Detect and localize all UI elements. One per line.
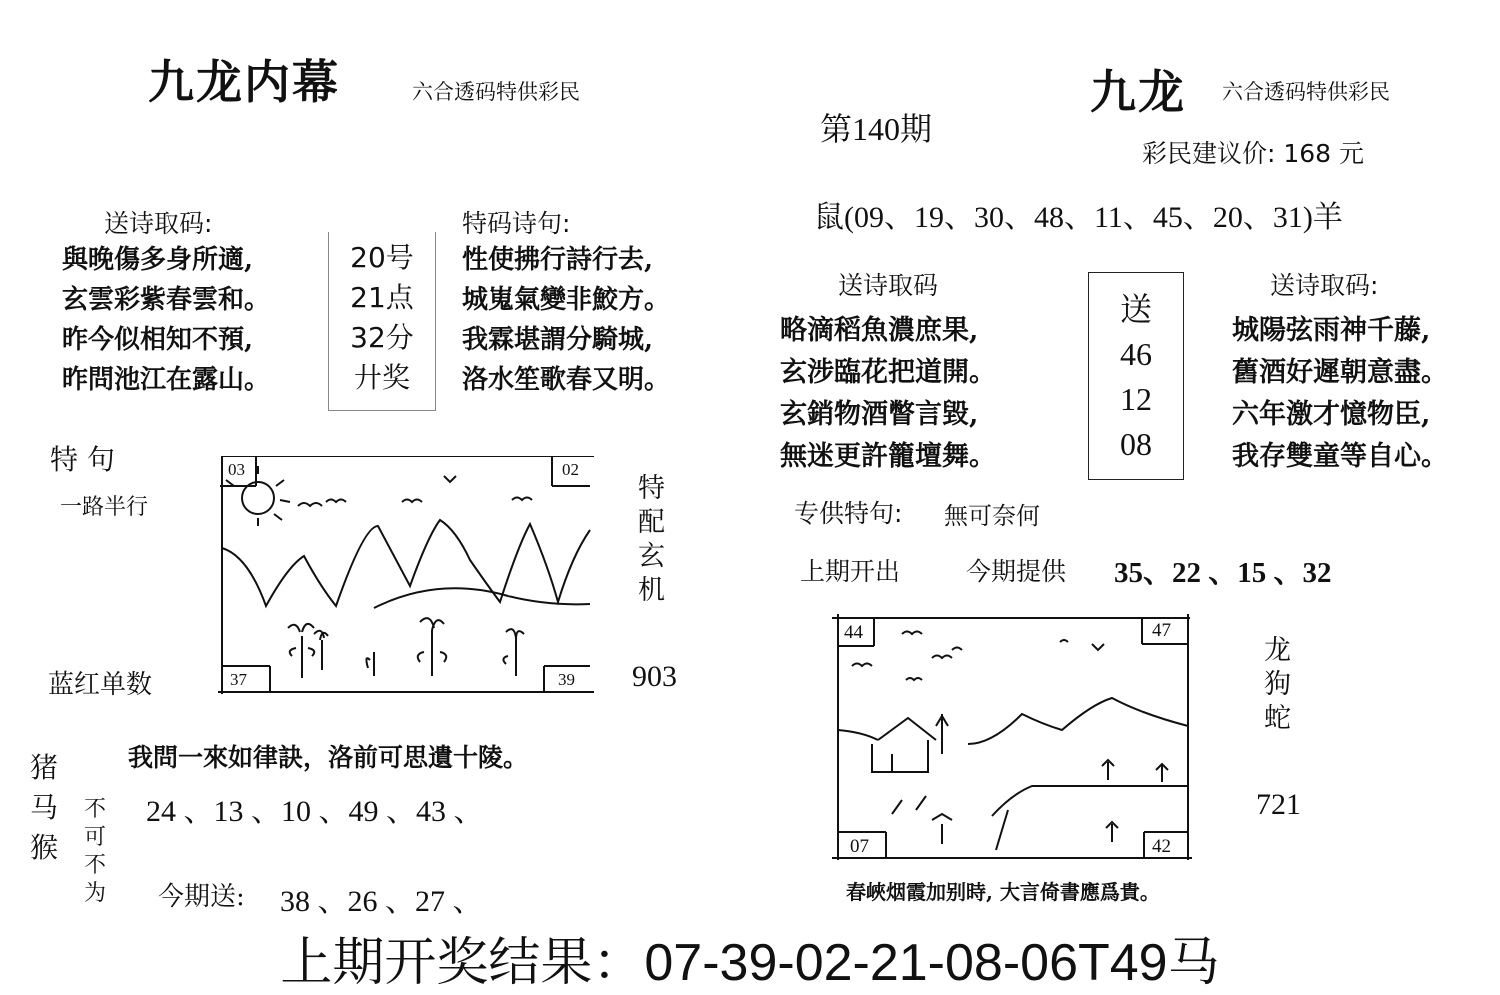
right-middle-box [1088,272,1184,480]
vertical-char: 特 [638,473,665,504]
poem-line: 舊酒好遲朝意盡。 [1232,357,1448,388]
corner-number-bl: 07 [850,836,869,857]
provide-numbers: 35、22 、15 、32 [1114,557,1332,589]
corner-number-tl: 44 [844,622,863,643]
poem-line: 城嵬氣變非鮫方。 [462,285,671,315]
box-line: 46 [1120,336,1152,372]
vertical-char: 龙 [1264,635,1291,666]
left-middle-box [328,232,436,411]
right-poem2 [1232,310,1448,478]
left-special-poem [462,240,670,400]
left-landscape-drawing [218,456,594,696]
right-line-poem: 春峽烟霞加别時, 大言倚書應爲貴。 [846,880,1160,904]
box-line: 21点 [350,281,414,314]
left-title: 九龙内幕 [148,55,340,109]
not-do-char: 不 [84,797,107,822]
range-numbers: 09、19、30、48、11、45、20、31 [854,201,1303,234]
vertical-char: 狗 [1264,669,1291,700]
box-line: 32分 [350,321,414,354]
right-special-text: 無可奈何 [944,502,1040,530]
animal-char: 马 [30,791,59,824]
poem-line: 玄銷物酒瞥言毀, [780,399,979,430]
left-special-poem-heading: 特码诗句: [462,209,571,238]
corner-number-br: 39 [558,670,575,689]
right-landscape-drawing [832,614,1192,862]
poem-line: 我霖堪謂分騎城, [462,325,654,355]
left-subtitle: 六合透码特供彩民 [412,80,580,104]
poem-line: 無迷更許籠壇舞。 [780,441,996,472]
vertical-char: 配 [638,507,665,538]
left-picture [218,456,594,696]
provide-label: 今期提供 [966,557,1067,586]
left-line-poem: 我問一來如律訣，洛前可思遺十陵。 [128,743,529,772]
left-side-vertical [638,472,665,608]
animal-char: 猴 [30,831,59,864]
left-poem [62,240,270,400]
poem-line: 城陽弦雨神千藤, [1232,315,1431,346]
animal-char: 猪 [30,751,59,784]
vertical-char: 机 [638,575,665,606]
last-label: 上期开出 [800,557,901,586]
send-numbers: 38 、26 、27 、 [280,885,483,918]
poem-line: 性使拂行詩行去, [462,245,654,275]
right-side-vertical [1264,634,1291,736]
send-label: 今期送: [158,882,245,912]
left-numbers-row: 24 、13 、10 、49 、43 、 [146,795,484,828]
corner-number-tl: 03 [228,460,245,479]
special-text: 一路半行 [60,495,149,520]
blue-red-odd-label: 蓝红单数 [48,670,153,700]
not-do-char: 为 [84,881,107,906]
not-do-char: 不 [84,853,107,878]
corner-number-tr: 02 [562,460,579,479]
box-line: 12 [1120,381,1152,417]
poem-line: 洛水笙歌春又明。 [462,365,671,395]
right-special-label: 专供特句: [794,499,903,528]
right-title: 九龙 [1090,65,1186,119]
corner-number-br: 42 [1152,836,1171,857]
animals-vertical [30,748,58,868]
box-line: 廾奖 [353,361,410,394]
box-line: 送 [1119,291,1152,327]
right-picture [832,614,1192,862]
range-suffix: )羊 [1302,201,1343,234]
issue-number: 第140期 [820,111,933,147]
right-poem [780,310,996,478]
vertical-char: 蛇 [1264,703,1291,734]
poem-line: 我存雙童等自心。 [1232,441,1448,472]
corner-number-bl: 37 [230,670,247,689]
last-draw-result: 上期开奖结果：07-39-02-21-08-06T49马 [280,934,1220,992]
poem-line: 六年激才憶物臣, [1232,399,1431,430]
not-do-vertical [84,796,106,908]
left-poem-heading: 送诗取码: [104,209,213,238]
right-subtitle: 六合透码特供彩民 [1222,80,1390,104]
poem-line: 昨今似相知不預, [62,325,254,355]
left-side-number: 903 [632,660,677,693]
box-line: 08 [1120,426,1152,462]
not-do-char: 可 [84,825,107,850]
poem-line: 玄涉臨花把道開。 [780,357,996,388]
right-poem-heading: 送诗取码 [838,271,939,300]
range-prefix: 鼠( [814,201,854,234]
poem-line: 玄雲彩紫春雲和。 [62,285,271,315]
poem-line: 略滴稻魚濃庶果, [780,315,979,346]
special-label: 特 句 [50,443,115,476]
vertical-char: 玄 [638,541,665,572]
corner-number-tr: 47 [1152,620,1171,641]
price-label: 彩民建议价: 168 元 [1142,139,1365,168]
right-side-number: 721 [1256,788,1301,821]
poem-line: 與晚傷多身所適, [62,245,254,275]
box-line: 20号 [350,241,414,274]
right-poem2-heading: 送诗取码: [1270,271,1379,300]
poem-line: 昨問池江在露山。 [62,365,271,395]
range-row [814,192,1343,236]
